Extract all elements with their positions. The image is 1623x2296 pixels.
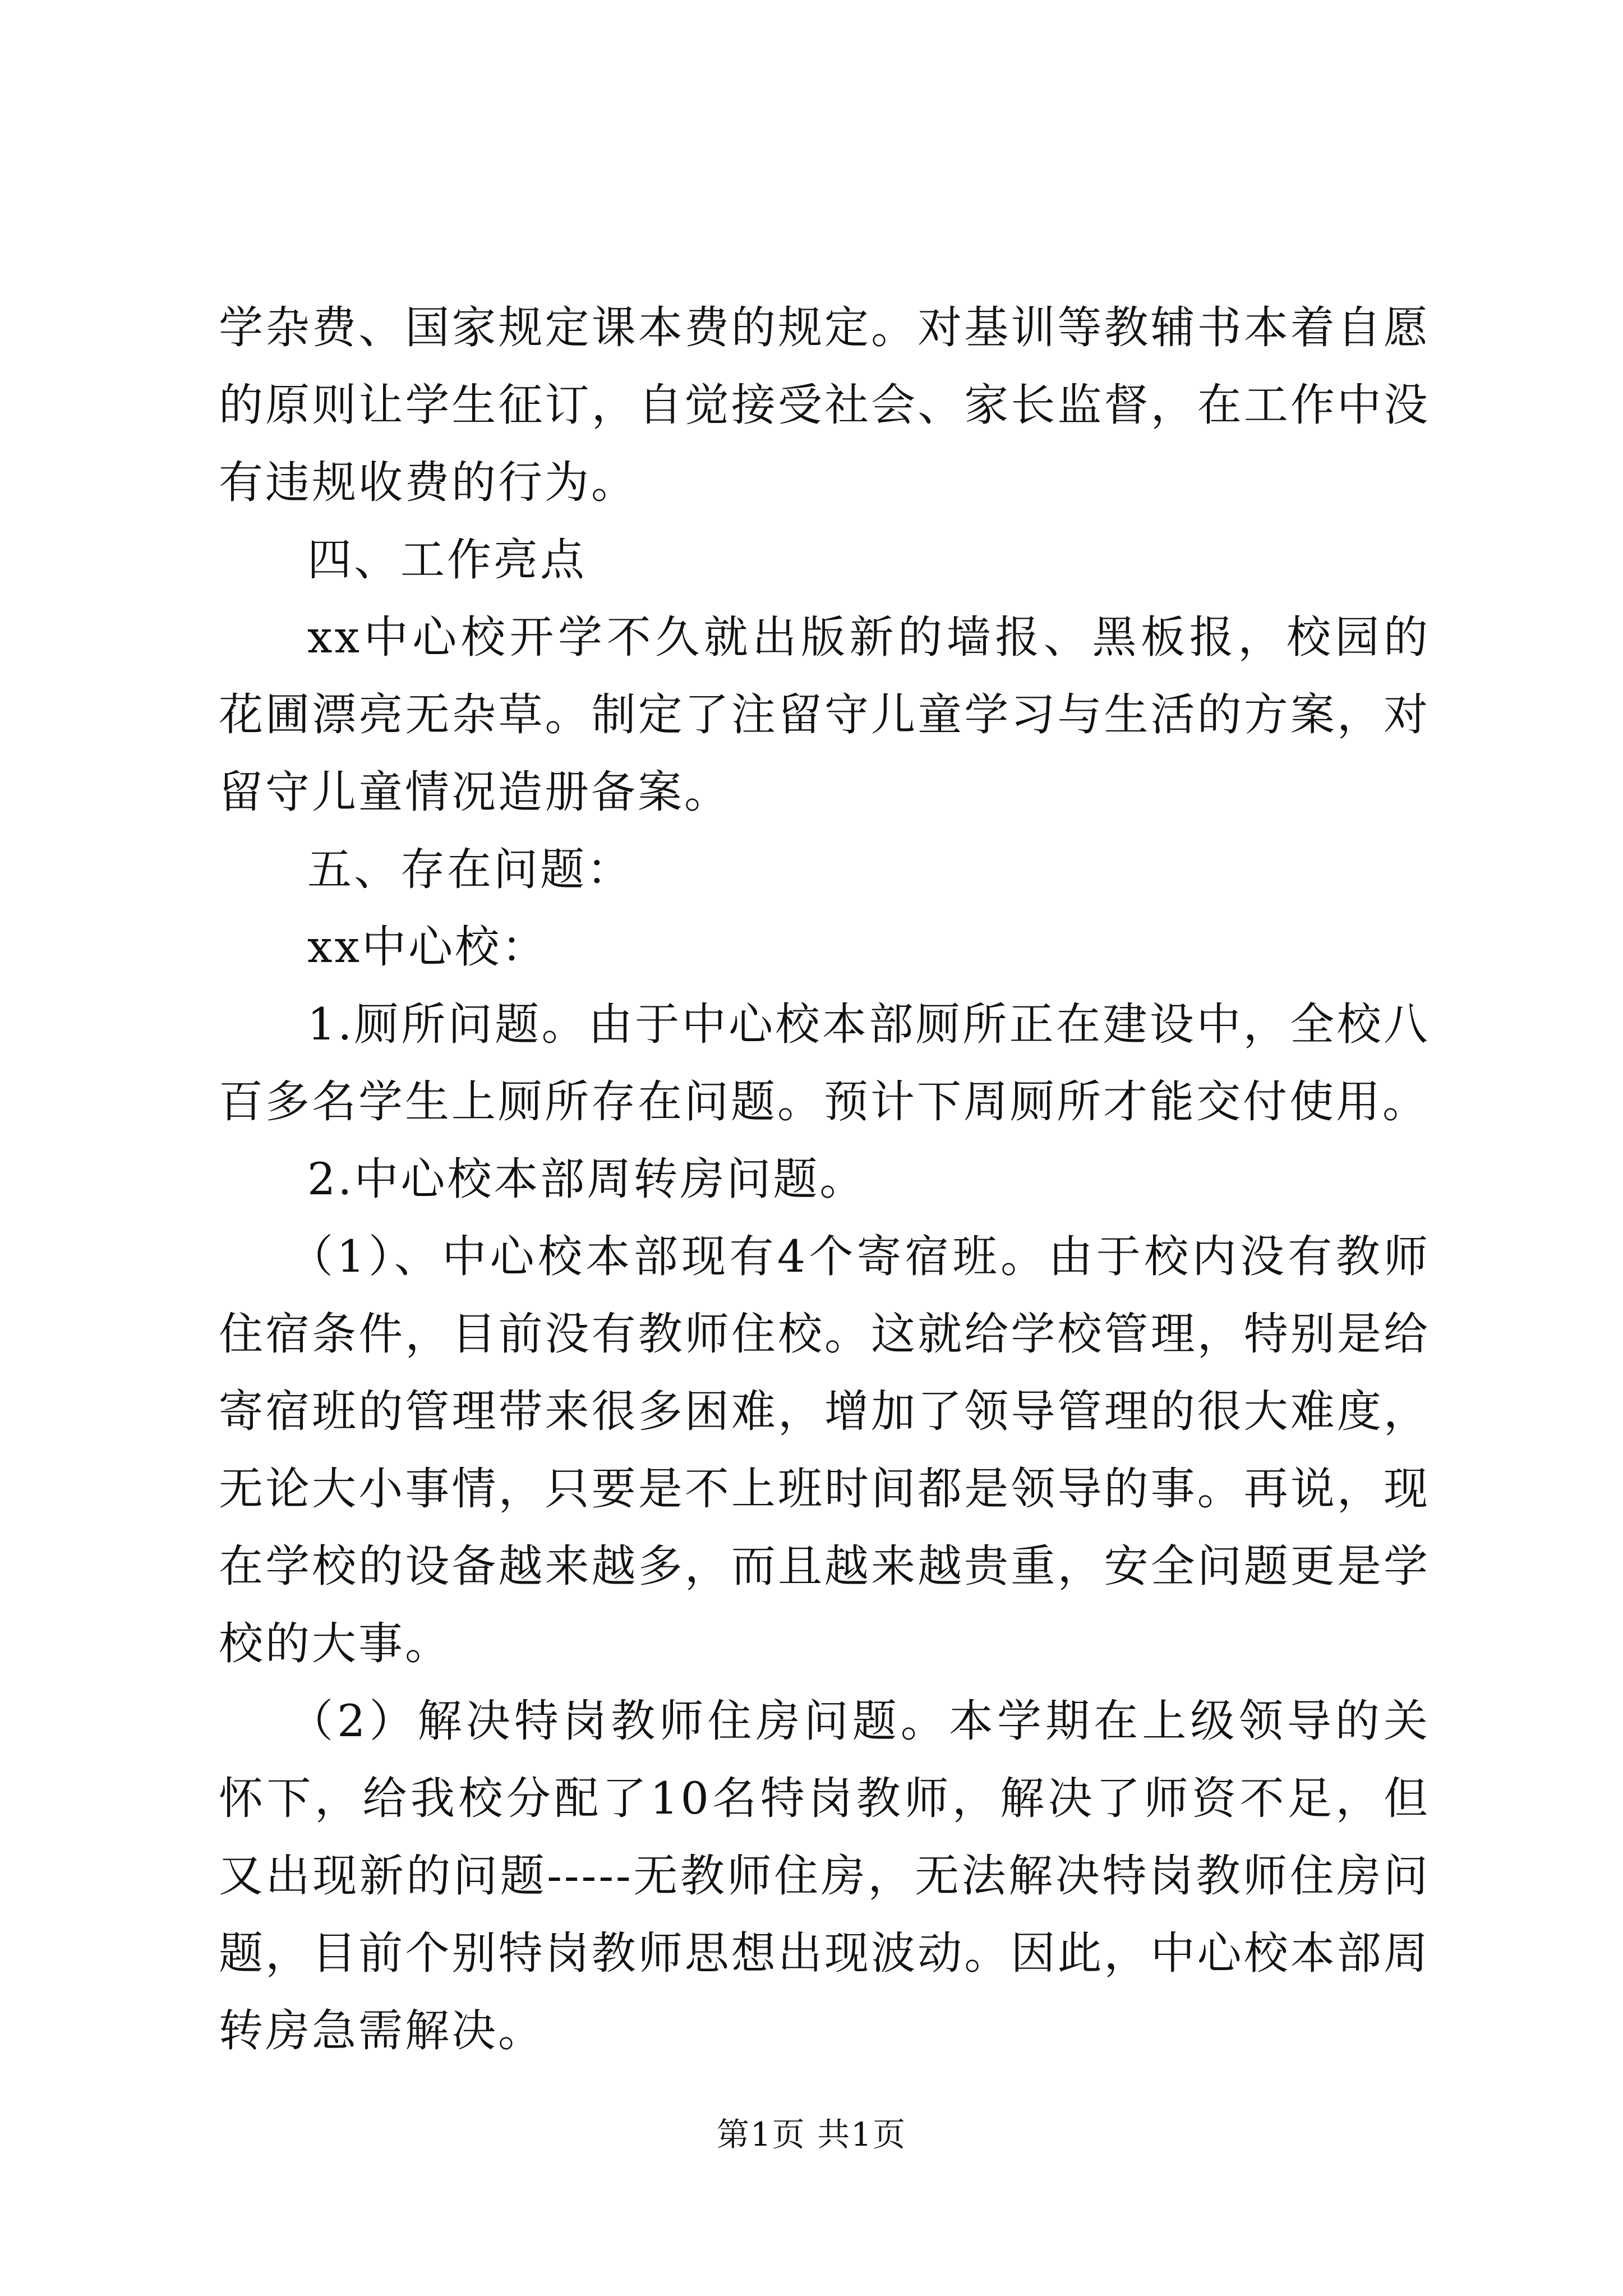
paragraph-boarding-classes: （1）、中心校本部现有4个寄宿班。由于校内没有教师住宿条件，目前没有教师住校。这就给学校管理，特别是给寄宿班的管理带来很多困难，增加了领导管理的很大难度，无论大小事情，只要是不上班时间都是领导的事。再说，现在学校的设备越来越多，而且越来越贵重，安全问题更是学校的大事。: [219, 1231, 1430, 1669]
paragraph-highlights: xx中心校开学不久就出版新的墙报、黑板报，校园的花圃漂亮无杂草。制定了注留守儿童学习与生活的方案，对留守儿童情况造册备案。: [219, 611, 1430, 818]
paragraph-fees-continuation: 学杂费、国家规定课本费的规定。对基训等教辅书本着自愿的原则让学生征订，自觉接受社会、家长监督，在工作中没有违规收费的行为。: [219, 302, 1430, 508]
paragraph-housing-problem: 2.中心校本部周转房问题。: [307, 1153, 866, 1205]
paragraph-teacher-housing: （2）解决特岗教师住房问题。本学期在上级领导的关怀下，给我校分配了10名特岗教师，解决了师资不足，但又出现新的问题-----无教师住房，无法解决特岗教师住房问题，目前个别特岗教师思想出现波动。因此，中心校本部周转房急需解决。: [219, 1695, 1430, 2056]
section-heading-highlights: 四、工作亮点: [307, 534, 587, 586]
subheading-school: xx中心校：: [307, 921, 548, 973]
section-heading-problems: 五、存在问题：: [307, 844, 633, 895]
document-body: [219, 289, 1430, 2069]
page-footer: 第1页 共1页: [716, 2115, 907, 2154]
paragraph-toilet-problem: 1.厕所问题。由于中心校本部厕所正在建设中，全校八百多名学生上厕所存在问题。预计下周厕所才能交付使用。: [219, 999, 1430, 1128]
